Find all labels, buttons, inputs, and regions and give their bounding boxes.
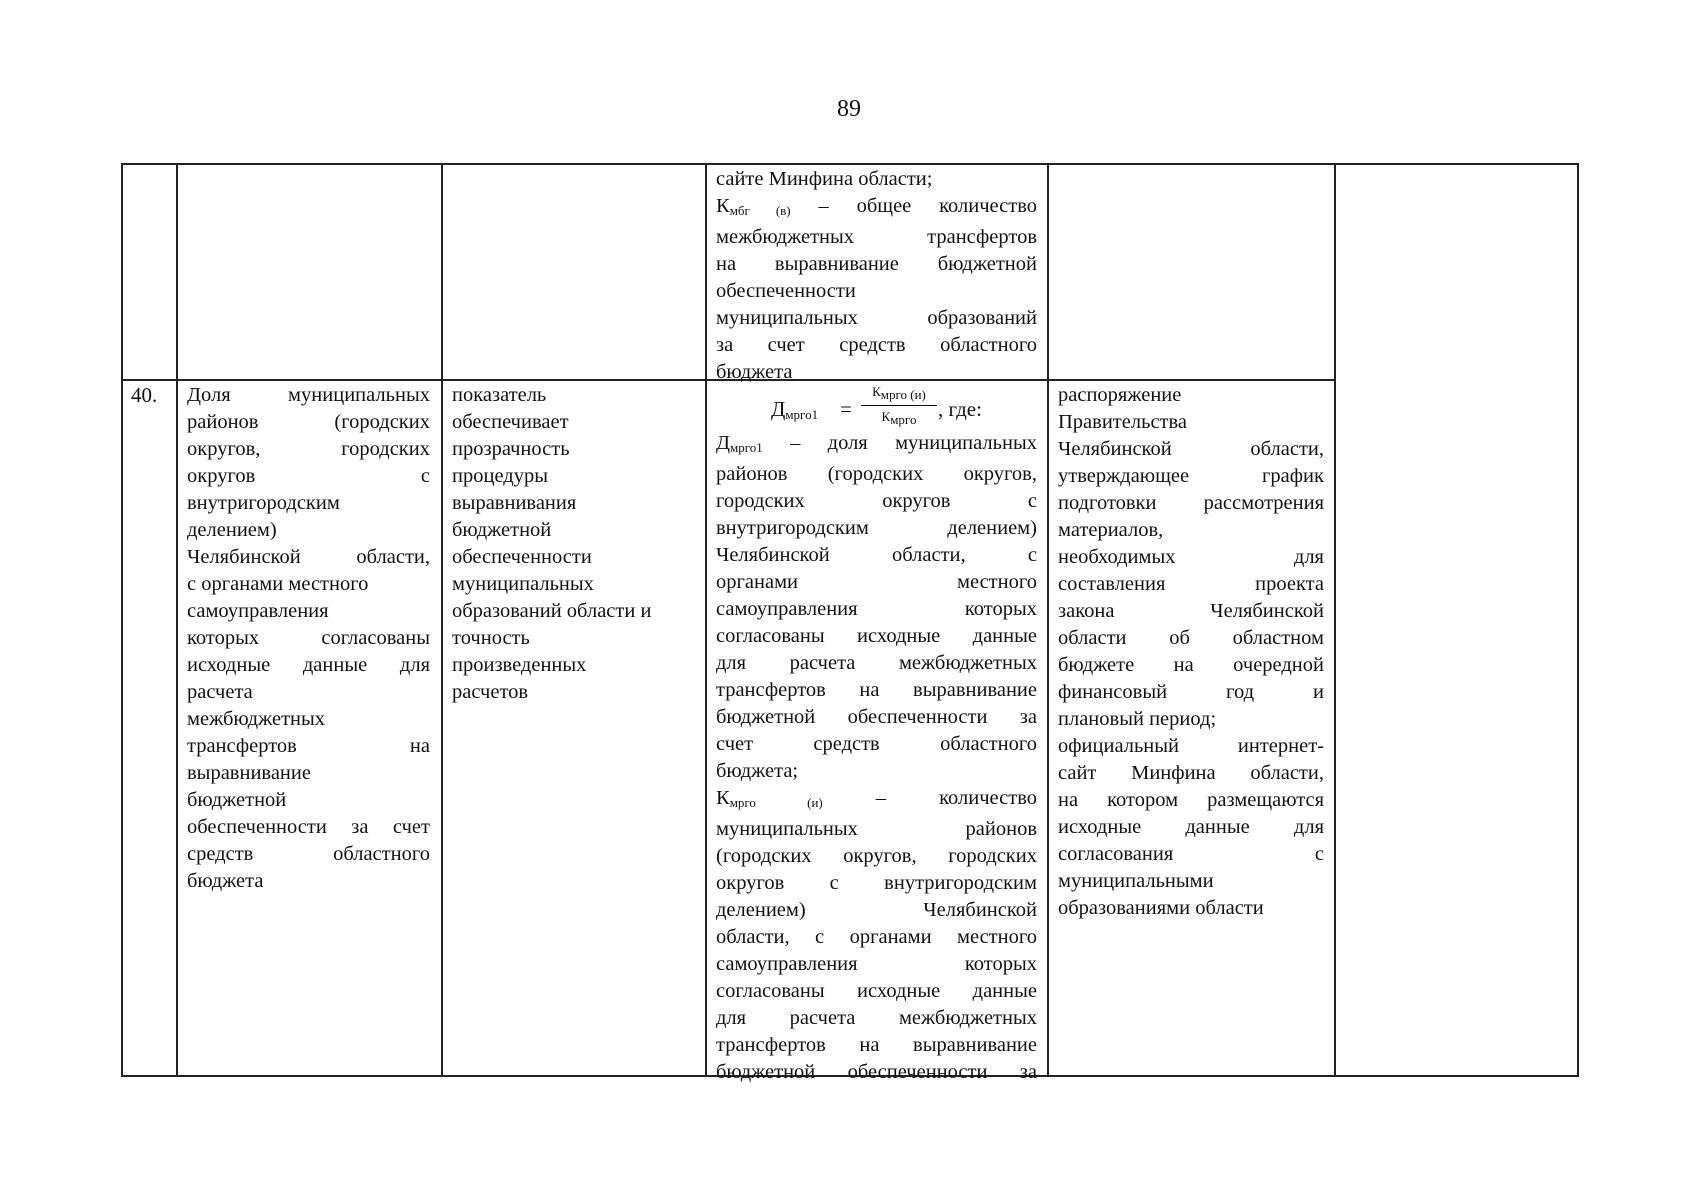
text-line: внутригородским xyxy=(187,492,340,514)
text-line: обеспеченности xyxy=(452,546,592,568)
text-line: материалов, xyxy=(1058,519,1164,541)
text-line: средств областного xyxy=(187,843,430,865)
text-line: органами местного xyxy=(716,571,1037,593)
text-line: утверждающее график xyxy=(1058,465,1324,487)
text-line: расчетов xyxy=(452,681,529,703)
col-border-0 xyxy=(121,163,123,1077)
text-line: обеспеченности xyxy=(716,280,856,302)
text-line: бюджетной обеспеченности за xyxy=(716,706,1037,728)
text-line: согласованы исходные данные xyxy=(716,625,1037,647)
text-line: официальный интернет- xyxy=(1058,735,1324,757)
col-border-2 xyxy=(441,163,443,1077)
text-line: $Д_{мрго1}$ – доля муниципальных xyxy=(716,432,1037,455)
text-line: бюджетной обеспеченности за xyxy=(716,1061,1037,1083)
text-line: самоуправления которых xyxy=(716,953,1037,975)
formula-fraction xyxy=(861,383,937,428)
text-line: закона Челябинской xyxy=(1058,600,1324,622)
text-line: необходимых для xyxy=(1058,546,1324,568)
page-number: 89 xyxy=(837,96,861,122)
calculation-text xyxy=(716,430,1037,1086)
indicator-name-cell xyxy=(187,382,430,895)
text-line: распоряжение xyxy=(1058,384,1182,406)
text-line: муниципальных районов xyxy=(716,818,1037,840)
table-top-border xyxy=(121,163,1579,165)
text-line: счет средств областного xyxy=(716,733,1037,755)
text-line: за счет средств областного xyxy=(716,334,1037,356)
text-line: Челябинской области, с xyxy=(716,544,1037,566)
text-line: финансовый год и xyxy=(1058,681,1324,703)
col-border-1 xyxy=(176,163,178,1077)
text-line: бюджета xyxy=(187,870,264,892)
text-line: муниципальных образований xyxy=(716,307,1037,329)
text-line: городских округов с xyxy=(716,490,1037,512)
text-line: бюджета; xyxy=(716,760,799,782)
text-line: $К_{мрго (и)}$ – количество xyxy=(716,787,1037,810)
text-line: бюджете на очередной xyxy=(1058,654,1324,676)
text-line: самоуправления xyxy=(187,600,329,622)
formula xyxy=(716,382,1037,434)
text-line: образованиями области xyxy=(1058,897,1264,919)
text-line: согласованы исходные данные xyxy=(716,980,1037,1002)
text-line: для расчета межбюджетных xyxy=(716,652,1037,674)
text-line: плановый период; xyxy=(1058,708,1217,730)
text-line: бюджета xyxy=(716,361,793,383)
text-line: самоуправления которых xyxy=(716,598,1037,620)
text-line: для расчета межбюджетных xyxy=(716,1007,1037,1029)
text-line: процедуры xyxy=(452,465,548,487)
text-line: выравнивание xyxy=(187,762,311,784)
text-line: межбюджетных трансфертов xyxy=(716,226,1037,248)
text-line: области, с органами местного xyxy=(716,926,1037,948)
col-border-4 xyxy=(1047,163,1049,1077)
text-line: точность xyxy=(452,627,530,649)
text-line: обеспеченности за счет xyxy=(187,816,430,838)
text-line: на котором размещаются xyxy=(1058,789,1324,811)
calculation-cell xyxy=(716,382,1037,1086)
text-line: области об областном xyxy=(1058,627,1324,649)
row-number: 40. xyxy=(131,383,158,407)
text-line: сайте Минфина области; xyxy=(716,168,933,190)
col-border-6 xyxy=(1577,163,1579,1077)
text-line: исходные данные для xyxy=(1058,816,1324,838)
formula-denominator: $К_{мрго}$ xyxy=(881,409,917,427)
text-line: бюджетной xyxy=(452,519,552,541)
text-line: с органами местного xyxy=(187,573,369,595)
text-line: трансфертов на выравнивание xyxy=(716,1034,1037,1056)
text-line: внутригородским делением) xyxy=(716,517,1037,539)
text-line: трансфертов на xyxy=(187,735,430,757)
text-line: прозрачность xyxy=(452,438,570,460)
formula-numerator: $К_{мрго (и)}$ xyxy=(861,383,937,406)
text-line: исходные данные для xyxy=(187,654,430,676)
indicator-purpose-cell xyxy=(452,382,695,706)
continuation-cell-calculation xyxy=(716,166,1037,386)
formula-tail: , где: xyxy=(938,397,982,421)
text-line: районов (городских округов, xyxy=(716,463,1037,485)
text-line: муниципальными xyxy=(1058,870,1214,892)
text-line: выравнивания xyxy=(452,492,577,514)
text-line: обеспечивает xyxy=(452,411,569,433)
text-line: $К_{мбг (в)}$ – общее количество xyxy=(716,195,1037,218)
text-line: показатель xyxy=(452,384,547,406)
text-line: трансфертов на выравнивание xyxy=(716,679,1037,701)
text-line: делением) Челябинской xyxy=(716,899,1037,921)
text-line: которых согласованы xyxy=(187,627,430,649)
col-border-5 xyxy=(1334,163,1336,1077)
text-line: сайт Минфина области, xyxy=(1058,762,1324,784)
text-line: делением) xyxy=(187,519,277,541)
col-border-3 xyxy=(705,163,707,1077)
text-line: округов, городских xyxy=(187,438,430,460)
text-line: округов с xyxy=(187,465,430,487)
text-line: произведенных xyxy=(452,654,587,676)
text-line: бюджетной xyxy=(187,789,287,811)
text-line: подготовки рассмотрения xyxy=(1058,492,1324,514)
text-line: округов с внутригородским xyxy=(716,872,1037,894)
text-line: межбюджетных xyxy=(187,708,326,730)
formula-equals: = xyxy=(840,397,852,421)
text-line: составления проекта xyxy=(1058,573,1324,595)
text-line: на выравнивание бюджетной xyxy=(716,253,1037,275)
text-line: согласования с xyxy=(1058,843,1324,865)
text-line: Челябинской области, xyxy=(1058,438,1324,460)
text-line: Доля муниципальных xyxy=(187,384,430,406)
text-line: (городских округов, городских xyxy=(716,845,1037,867)
text-line: районов (городских xyxy=(187,411,430,433)
text-line: расчета xyxy=(187,681,253,703)
text-line: Правительства xyxy=(1058,411,1188,433)
text-line: Челябинской области, xyxy=(187,546,430,568)
text-line: образований области и xyxy=(452,600,652,622)
source-cell xyxy=(1058,382,1324,922)
text-line: муниципальных xyxy=(452,573,594,595)
formula-lhs: $Д_{мрго1}$ xyxy=(771,397,819,422)
